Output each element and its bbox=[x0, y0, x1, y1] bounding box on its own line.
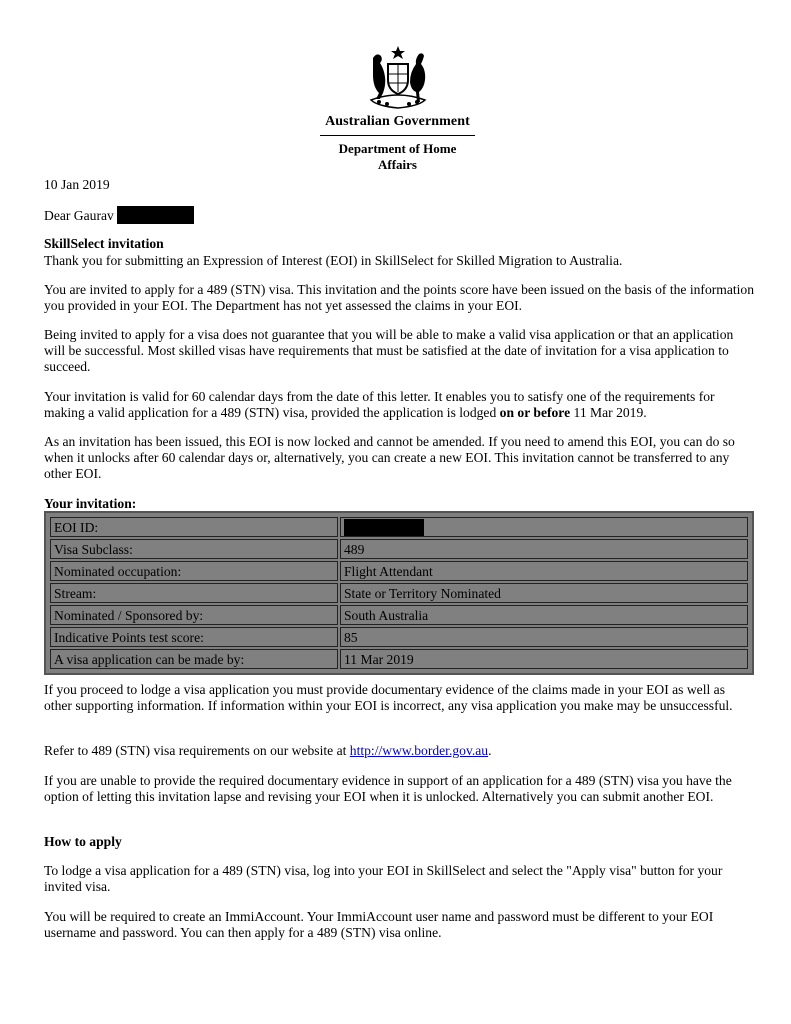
row-label: Indicative Points test score: bbox=[50, 627, 338, 647]
table-row bbox=[50, 627, 748, 647]
government-name: Australian Government bbox=[325, 114, 470, 129]
letterhead-divider bbox=[320, 135, 475, 136]
table-row bbox=[50, 561, 748, 581]
paragraph-validity bbox=[44, 389, 756, 421]
table-row bbox=[50, 517, 748, 537]
row-value-eoi-id bbox=[340, 517, 748, 537]
letter-date: 10 Jan 2019 bbox=[44, 177, 110, 192]
salutation-text: Dear Gaurav bbox=[44, 208, 114, 223]
row-value: State or Territory Nominated bbox=[340, 583, 748, 603]
validity-date: 11 Mar 2019. bbox=[570, 405, 647, 421]
invitation-table bbox=[44, 511, 754, 675]
row-label: EOI ID: bbox=[50, 517, 338, 537]
paragraph-no-guarantee: Being invited to apply for a visa does not guarantee that you will be able to make a valid visa application or that an application will be successful. Most skilled visas have requirements that must be satisfied at the date of invitation for a visa application to succeed. bbox=[44, 327, 734, 375]
table-row bbox=[50, 539, 748, 559]
heading-how-to-apply: How to apply bbox=[44, 834, 122, 849]
table-row bbox=[50, 583, 748, 603]
row-value: 85 bbox=[340, 627, 748, 647]
paragraph-refer-website bbox=[44, 743, 756, 759]
table-row bbox=[50, 605, 748, 625]
paragraph-immiaccount: You will be required to create an ImmiAccount. Your ImmiAccount user name and password must be different to your EOI username and password. You can then apply for a 489 (STN) visa online. bbox=[44, 909, 714, 941]
paragraph-documentary-evidence: If you proceed to lodge a visa application you must provide documentary evidence of the claims made in your EOI as well as other supporting information. If information within your EOI is incorrect, any visa application you make may be unsuccessful. bbox=[44, 682, 733, 714]
paragraph-locked: As an invitation has been issued, this EOI is now locked and cannot be amended. If you need to amend this EOI, you can do so when it unlocks after 60 calendar days or, alternatively, you can create a new EOI. This invitation cannot be transferred to any other EOI. bbox=[44, 434, 735, 482]
row-value: 489 bbox=[340, 539, 748, 559]
row-label: Stream: bbox=[50, 583, 338, 603]
validity-emphasis: on or before bbox=[499, 405, 571, 421]
border-website-link[interactable]: http://www.border.gov.au bbox=[349, 743, 489, 758]
row-label: A visa application can be made by: bbox=[50, 649, 338, 669]
department-name: Department of Home Affairs bbox=[338, 141, 457, 173]
coat-of-arms-icon bbox=[361, 44, 435, 112]
paragraph-invited: You are invited to apply for a 489 (STN) visa. This invitation and the points score have been issued on the basis of the information you provided in your EOI. The Department has not yet assessed the claims in your EOI. bbox=[44, 282, 755, 314]
heading-your-invitation: Your invitation: bbox=[44, 496, 137, 511]
paragraph-lodge-application: To lodge a visa application for a 489 (STN) visa, log into your EOI in SkillSelect and select the "Apply visa" button for your invited visa. bbox=[44, 863, 723, 895]
redacted-surname bbox=[117, 206, 194, 224]
paragraph-thank-you: Thank you for submitting an Expression of Interest (EOI) in SkillSelect for Skilled Migration to Australia. bbox=[44, 253, 623, 268]
salutation bbox=[44, 206, 756, 224]
row-label: Visa Subclass: bbox=[50, 539, 338, 559]
validity-text: Your invitation is valid for 60 calendar days from the date of this letter. It enables you to satisfy one of the requirements for making a valid application for a 489 (STN) visa, provided the application is lodged bbox=[44, 389, 715, 421]
row-value: South Australia bbox=[340, 605, 748, 625]
heading-skillselect-invitation: SkillSelect invitation bbox=[44, 236, 164, 251]
row-label: Nominated / Sponsored by: bbox=[50, 605, 338, 625]
refer-text: Refer to 489 (STN) visa requirements on our website at bbox=[44, 743, 350, 758]
row-label: Nominated occupation: bbox=[50, 561, 338, 581]
row-value: 11 Mar 2019 bbox=[340, 649, 748, 669]
paragraph-lapse-option: If you are unable to provide the required documentary evidence in support of an application for a 489 (STN) visa you have the option of letting this invitation lapse and revising your EOI when it is unlocked. Alternatively you can submit another EOI. bbox=[44, 773, 732, 805]
letterhead bbox=[320, 44, 475, 174]
row-value: Flight Attendant bbox=[340, 561, 748, 581]
redacted-eoi-id bbox=[344, 519, 424, 536]
table-row bbox=[50, 649, 748, 669]
refer-end: . bbox=[488, 743, 492, 758]
